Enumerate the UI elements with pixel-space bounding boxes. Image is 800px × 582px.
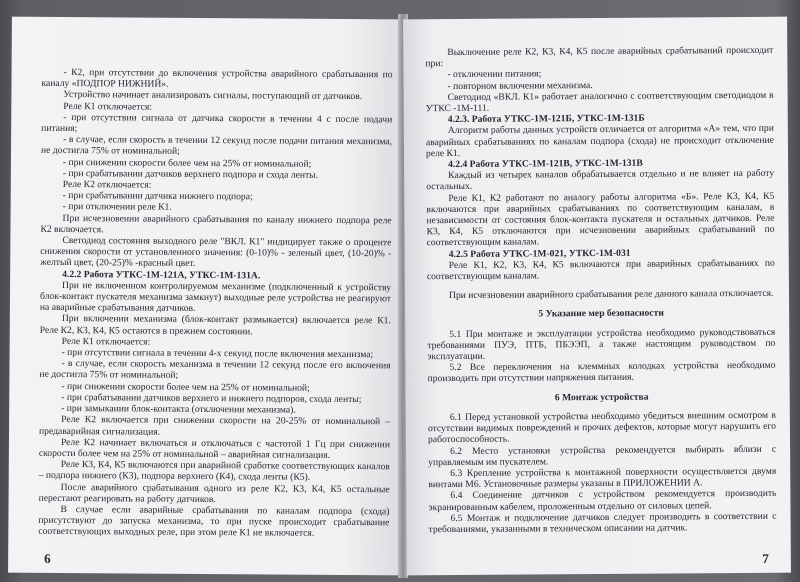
paragraph: - при срабатывании датчика нижнего подпора; (62, 190, 253, 203)
paragraph: - К2, при отсутствии до включения устройства аварийного срабатывания по каналу «ПОДПОР НИЖНИЙ». (41, 66, 393, 90)
paragraph: - в случае, если скорость механизма в течении 12 секунд после его включения не достигла 75% от номинальной; (39, 358, 391, 382)
paragraph: - при срабатывании датчиков верхнего и нижнего подпоров, схода ленты; (61, 391, 362, 405)
section-heading: 4.2.5 Работа УТКС-1М-021, УТКС-1М-031 (448, 247, 631, 260)
section-heading: 6 Монтаж устройства (554, 391, 649, 403)
paragraph: 6.4 Соединение датчиков с устройством рекомендуется производить экранированным кабелем, проложенным отдельно от силовых цепей. (428, 488, 777, 513)
paragraph: Реле К1 отключается: (63, 100, 152, 113)
paragraph: 5.1 При монтаже и эксплуатации устройства необходимо руководствоваться требованиями ПУЭ, ПТБ, ПБЭЭП, а также настоящим руководством по эксплуатации. (427, 326, 776, 363)
paragraph: - при снижении скорости более чем на 25% от номинальной; (61, 380, 310, 394)
page-number-right: 7 (762, 550, 769, 566)
paragraph: - отключении питания; (447, 68, 542, 81)
paragraph: - в случае, если скорость в течении 12 секунд после подачи питания механизма, не достигла 75% от номинальной; (40, 134, 393, 158)
paragraph: Каждый из четырех каналов обрабатывается отдельно и не влияет на работу остальных. (426, 167, 775, 193)
paragraph: При исчезновении аварийного срабатывания реле данного канала отключается. (448, 288, 774, 302)
paragraph: 5.2 Все переключения на клеммных колодках устройства необходимо производить при отсутствии напряжения питания. (427, 360, 776, 385)
paragraph: Реле К3, К4, К5 включаются при аварийной сработке соответствующих каналов – подпора нижнего (К3), подпора верхнего (К4), схода ленты (К5). (38, 459, 390, 484)
paragraph: При не включенном контролируемом механизме (подключенный к устройству блок-контакт пускателя механизма замкнут) выходные реле устройства не реагируют на аварийные срабатывания датчиков. (39, 279, 392, 315)
right-page-text (425, 45, 776, 536)
section-heading: 5 Указание мер безопасности (538, 308, 664, 320)
paragraph: Реле К2 начинает включаться и отключаться с частотой 1 Гц при снижении скорости более чем на 25% от номинальной – аварийная сигнализация. (38, 436, 391, 461)
paragraph: После аварийного срабатывания одного из реле К2, К3, К4, К5 остальные перестают реагировать на работу датчиков. (38, 481, 390, 505)
section-heading: 4.2.4 Работа УТКС-1М-121В, УТКС-1М-131В (448, 157, 643, 171)
paragraph: Светодиод «ВКЛ. К1» работает аналогично с соответствующим светодиодом в УТКС -1М-111. (425, 89, 774, 115)
paragraph: - повторном включении механизма. (447, 79, 593, 92)
section-heading: 4.2.3. Работа УТКС-1М-121Б, УТКС-1М-131Б (447, 112, 645, 126)
paragraph: При включении механизма (блок-контакт размыкается) включается реле К1. Реле К2, К3, К4, К5 остаются в прежнем состоянии. (39, 313, 391, 337)
left-page-text (38, 67, 392, 540)
paragraph: Реле К1 отключается: (61, 335, 151, 348)
paragraph: 6.3 Крепление устройства к монтажной поверхности осуществляется двумя винтами М6. Установочные размеры указаны в ПРИЛОЖЕНИИ А. (428, 465, 777, 491)
paragraph: Реле К1, К2, К3, К4, К5 включаются при аварийных срабатываниях по соответствующим каналам. (426, 257, 775, 283)
paragraph: - при отключении реле К1. (62, 201, 172, 214)
paragraph: 6.1 Перед установкой устройства необходимо убедиться внешним осмотром в отсутствии видимых повреждений и прочих дефектов, которые могут нарушить его работоспособность. (427, 409, 776, 446)
paragraph: - при срабатывании датчиков верхнего подпора и схода ленты. (62, 167, 319, 181)
paragraph: Алгоритм работы данных устройств отличается от алгоритма «А» тем, что при аварийных срабатываниях по каналам подпора (схода) не происходит отключение реле К1. (425, 123, 774, 160)
paragraph: Выключение реле К2, К3, К4, К5 после аварийных срабатываний происходит при: (425, 44, 774, 70)
paragraph: В случае если аварийные срабатывания по каналам подпора (схода) присутствуют до запуска механизма, то при пуске происходит срабатывание соответствующих выходных реле, при этом реле К1 не включается. (38, 503, 390, 540)
paragraph: Реле К2 отключается: (62, 179, 152, 191)
paragraph: Светодиод состояния выходного реле "ВКЛ. К1" индицирует также о процентe снижения скорости от установленного значения: (0-10)% - зеленый цвет, (10-20)% - желтый цвет, (20-25)% -красный цвет. (40, 235, 392, 270)
paragraph: - при замыкании блок-контакта (отключении механизма). (61, 403, 296, 416)
paragraph: - при снижении скорости более чем на 25% от номинальной; (62, 156, 312, 170)
paragraph: Реле К1, К2 работают по аналогу работы алгоритма «Б». Реле К3, К4, К5 включаются при аварийных срабатываниях по соответствующим каналам, в независимости от состояния блок-контакта пускателя и остальных датчиков. Реле К3, К4, К5 отключаются при исчезновении аварийных срабатываний по соответствующим каналам. (426, 190, 775, 249)
paragraph: 6.2 Место установки устройства рекомендуется выбирать вблизи с управляемым им пускателем. (428, 443, 777, 468)
paragraph: - при отсутствии сигнала в течении 4-х секунд после включения механизма; (61, 347, 374, 361)
left-page (8, 17, 405, 576)
page-number-left: 6 (44, 550, 51, 566)
paragraph: Устройство начинает анализировать сигналы, поступающий от датчиков. (63, 89, 363, 103)
paragraph: - при отсутствии сигнала от датчика скорости в течении 4 с после подачи питания; (41, 111, 393, 135)
right-page (403, 17, 791, 576)
paragraph: 6.5 Монтаж и подключение датчиков следует производить в соответствии с требованиями, указанными в техническом описании на датчик. (428, 510, 777, 536)
paragraph: Реле К2 включается при снижении скорости на 20-25% от номинальной – предаварийная сигнализация. (39, 414, 391, 438)
paragraph: При исчезновении аварийного срабатывания по каналу нижнего подпора реле К2 включается. (40, 212, 392, 236)
section-heading: 4.2.2 Работа УТКС-1М-121А, УТКС-1М-131А. (62, 268, 261, 282)
